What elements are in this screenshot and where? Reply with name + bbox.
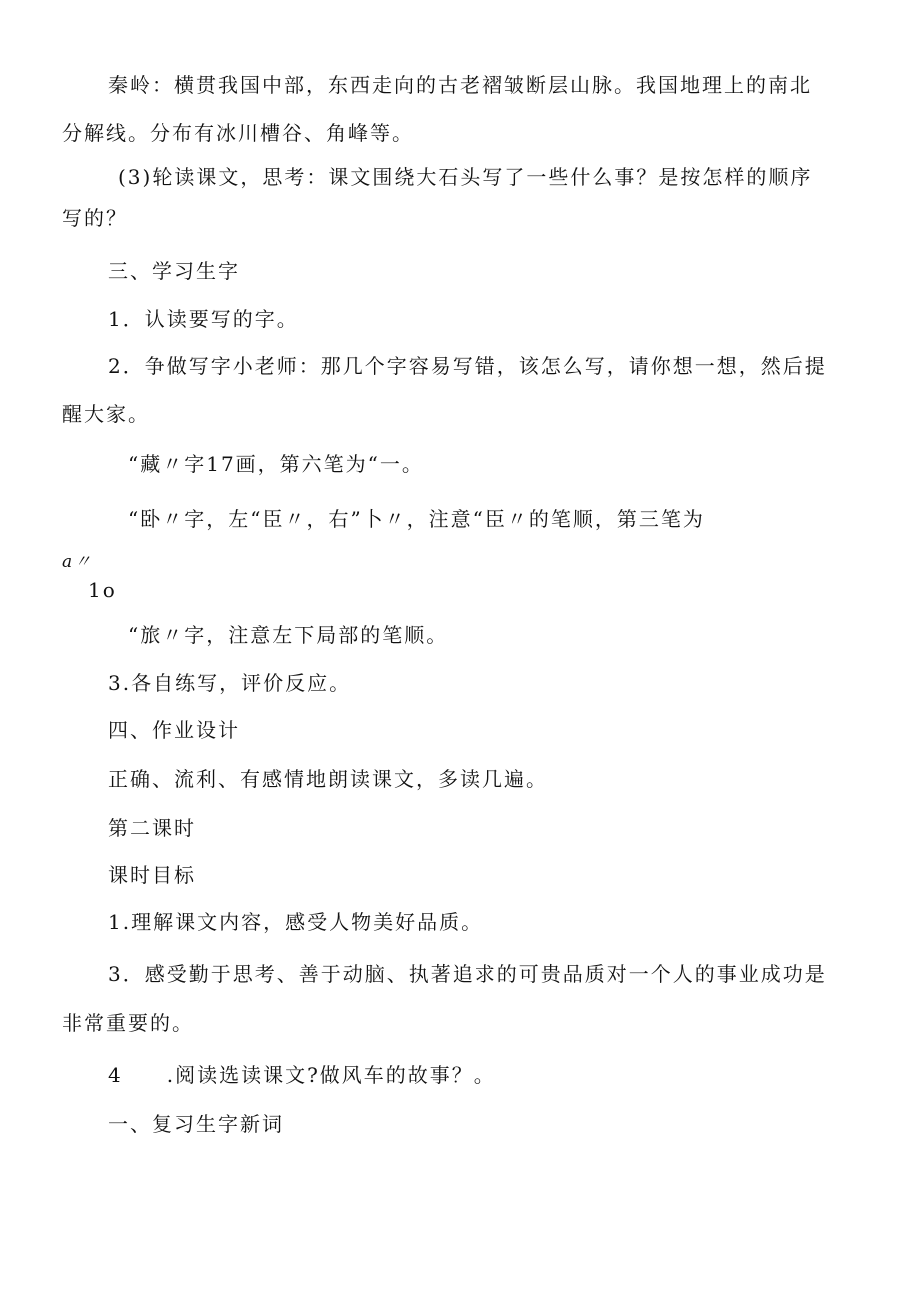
list-item-2-line-1: 2．争做写字小老师：那几个字容易写错，该怎么写，请你想一想，然后提 xyxy=(108,354,827,378)
note-wo-fragment: a〃 xyxy=(62,552,94,572)
paragraph-reading-question-line-2: 写的？ xyxy=(62,206,128,230)
note-lv-character: “旅〃字，注意左下局部的笔顺。 xyxy=(128,623,449,647)
list-item-1: 1．认读要写的字。 xyxy=(108,307,299,331)
list-item-2-line-2: 醒大家。 xyxy=(62,402,150,426)
paragraph-qinling-line-1: 秦岭：横贯我国中部，东西走向的古老褶皱断层山脉。我国地理上的南北 xyxy=(108,73,812,97)
objective-3-line-2: 非常重要的。 xyxy=(62,1011,194,1035)
heading-lesson-objectives: 课时目标 xyxy=(108,863,196,887)
objective-3-line-1: 3．感受勤于思考、善于动脑、执著追求的可贵品质对一个人的事业成功是 xyxy=(108,962,827,986)
paragraph-reading-question-line-1: (3)轮读课文，思考：课文围绕大石头写了一些什么事？是按怎样的顺序 xyxy=(118,165,813,189)
objective-1: 1.理解课文内容，感受人物美好品质。 xyxy=(108,910,484,934)
note-wo-stroke: 1o xyxy=(88,578,117,602)
paragraph-qinling-line-2: 分解线。分布有冰川槽谷、角峰等。 xyxy=(62,121,414,145)
note-cang-character: “藏〃字17画，第六笔为“一。 xyxy=(128,452,424,476)
section-heading-homework: 四、作业设计 xyxy=(108,718,240,742)
homework-text: 正确、流利、有感情地朗读课文，多读几遍。 xyxy=(108,767,548,791)
section-heading-review: 一、复习生字新词 xyxy=(108,1112,284,1136)
section-heading-learn-characters: 三、学习生字 xyxy=(108,259,240,283)
heading-second-lesson: 第二课时 xyxy=(108,816,196,840)
objective-4: 4 .阅读选读课文?做风车的故事？。 xyxy=(108,1063,496,1087)
list-item-3: 3.各自练写，评价反应。 xyxy=(108,671,352,695)
note-wo-character: “卧〃字，左“臣〃，右”卜〃，注意“臣〃的笔顺，第三笔为 xyxy=(128,507,705,531)
